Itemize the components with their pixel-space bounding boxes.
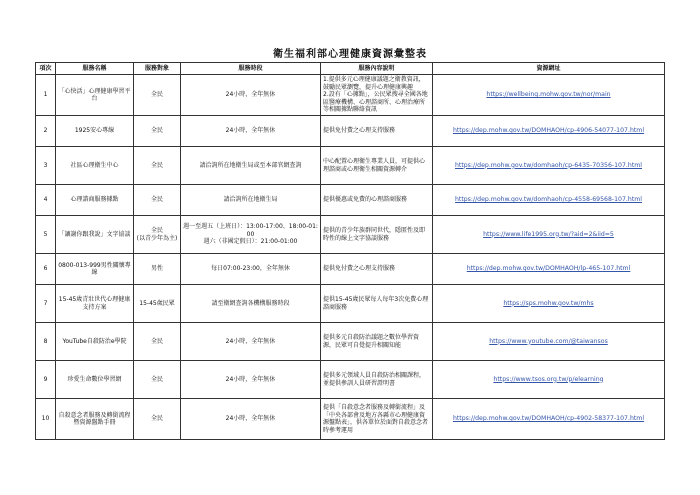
cell-service-name: 1925安心專線 <box>56 116 134 147</box>
cell-url-link[interactable]: https://dep.mohw.gov.tw/DOMHAOH/lp-465-107.html <box>433 254 665 285</box>
table-header-row <box>36 63 665 75</box>
cell-url-link[interactable]: https://dep.mohw.gov.tw/domhaoh/cp-6435-70356-107.html <box>433 147 665 185</box>
cell-target: 15-45歲民眾 <box>134 285 181 323</box>
header-target: 服務對象 <box>134 63 181 75</box>
cell-service-name: 「讓謝你跟我說」文字協談 <box>56 216 134 254</box>
cell-no: 9 <box>36 361 56 399</box>
cell-no: 7 <box>36 285 56 323</box>
cell-description: 提供的青少年族群同世代，隱匿性及即時性的線上文字協談服務 <box>321 216 433 254</box>
header-description: 服務內容說明 <box>321 63 433 75</box>
table-row <box>36 254 665 285</box>
resource-table <box>35 62 665 440</box>
cell-service-name: 社區心理衛生中心 <box>56 147 134 185</box>
cell-target: 全民 <box>134 147 181 185</box>
cell-target: 全民 <box>134 116 181 147</box>
table-row <box>36 116 665 147</box>
cell-url-link[interactable]: https://wellbeing.mohw.gov.tw/nor/main <box>433 75 665 116</box>
cell-description: 提供免付費之心理支持服務 <box>321 254 433 285</box>
cell-no: 3 <box>36 147 56 185</box>
cell-description: 提供免付費之心理支持服務 <box>321 116 433 147</box>
cell-hours: 24小時，全年無休 <box>181 361 321 399</box>
cell-url-link[interactable]: https://www.life1995.org.tw/?aid=2&iid=5 <box>433 216 665 254</box>
cell-url-link[interactable]: https://sps.mohw.gov.tw/mhs <box>433 285 665 323</box>
cell-hours: 週一至週五（上班日）：13:00-17:00、18:00-01:00 週六（非國定假日）：21:00-01:00 <box>181 216 321 254</box>
cell-service-name: 「心快活」心理健康學習平台 <box>56 75 134 116</box>
cell-hours: 每日07:00-23:00，全年無休 <box>181 254 321 285</box>
cell-description: 提供多元領域人員自殺防治相關課程，並提供參訓人員研習證明書 <box>321 361 433 399</box>
cell-hours: 24小時，全年無休 <box>181 75 321 116</box>
header-service-name: 服務名稱 <box>56 63 134 75</box>
cell-url-link[interactable]: https://www.tsos.org.tw/p/elearning <box>433 361 665 399</box>
cell-service-name: 自殺意念者服務及轉銜流程暨資源盤點手冊 <box>56 399 134 440</box>
cell-target: 男性 <box>134 254 181 285</box>
cell-service-name: 心理諮商服務據點 <box>56 185 134 216</box>
cell-service-name: YouTube自殺防治e學院 <box>56 323 134 361</box>
cell-hours: 24小時，全年無休 <box>181 399 321 440</box>
table-row <box>36 75 665 116</box>
cell-url-link[interactable]: https://dep.mohw.gov.tw/DOMHAOH/cp-4906-54077-107.html <box>433 116 665 147</box>
table-row <box>36 361 665 399</box>
page-title: 衛生福利部心理健康資源彙整表 <box>273 49 427 60</box>
cell-hours: 請至衛網查詢各機構服務時段 <box>181 285 321 323</box>
cell-hours: 24小時，全年無休 <box>181 116 321 147</box>
cell-no: 8 <box>36 323 56 361</box>
cell-no: 5 <box>36 216 56 254</box>
cell-service-name: 0800-013-999男性關懷專線 <box>56 254 134 285</box>
cell-target: 全民 (以青少年為主) <box>134 216 181 254</box>
cell-target: 全民 <box>134 399 181 440</box>
cell-no: 2 <box>36 116 56 147</box>
cell-no: 10 <box>36 399 56 440</box>
cell-description: 中心配置心理衛生專業人員，可提供心理諮商或心理衛生相關資源轉介 <box>321 147 433 185</box>
cell-target: 全民 <box>134 361 181 399</box>
table-row <box>36 147 665 185</box>
cell-url-link[interactable]: https://dep.mohw.gov.tw/DOMHAOH/cp-4902-58377-107.html <box>433 399 665 440</box>
cell-no: 4 <box>36 185 56 216</box>
table-row <box>36 285 665 323</box>
cell-hours: 請洽詢所在地衛生局或至本部官網查詢 <box>181 147 321 185</box>
cell-service-name: 15-45歲青壯世代心理健康支持方案 <box>56 285 134 323</box>
cell-url-link[interactable]: https://dep.mohw.gov.tw/domhaoh/cp-4558-69568-107.html <box>433 185 665 216</box>
table-row <box>36 185 665 216</box>
cell-no: 6 <box>36 254 56 285</box>
header-url: 資源網址 <box>433 63 665 75</box>
table-row <box>36 323 665 361</box>
cell-target: 全民 <box>134 323 181 361</box>
header-hours: 服務時段 <box>181 63 321 75</box>
cell-service-name: 珍愛生命數位學習網 <box>56 361 134 399</box>
cell-description: 提供15-45歲民眾每人每年3次免費心理諮商服務 <box>321 285 433 323</box>
cell-target: 全民 <box>134 75 181 116</box>
cell-description: 提供多元自殺防治議題之數位學習資源，民眾可自覺提升相關知能 <box>321 323 433 361</box>
table-row <box>36 216 665 254</box>
cell-url-link[interactable]: https://www.youtube.com/@taiwansos <box>433 323 665 361</box>
cell-description: 提供優惠或免費的心理諮商服務 <box>321 185 433 216</box>
cell-target: 全民 <box>134 185 181 216</box>
cell-hours: 24小時，全年無休 <box>181 323 321 361</box>
table-row <box>36 399 665 440</box>
header-no: 項次 <box>36 63 56 75</box>
cell-hours: 請洽詢所在地衛生局 <box>181 185 321 216</box>
cell-description: 提供「自殺意念者服務及轉銜流程」及「中央各部會及地方各縣市心理健康資源盤點表」，供各單位於面對自殺意念者時參考運用 <box>321 399 433 440</box>
cell-no: 1 <box>36 75 56 116</box>
cell-description: 1.提供多元心理健康議題之衛教資訊，鼓勵民眾瀏覽，提升心理健康興趣 2.設有「心據點」，公民眾搜尋全國各地區醫療機構、心理諮商所、心理治療所等相關據點聯絡資訊 <box>321 75 433 116</box>
